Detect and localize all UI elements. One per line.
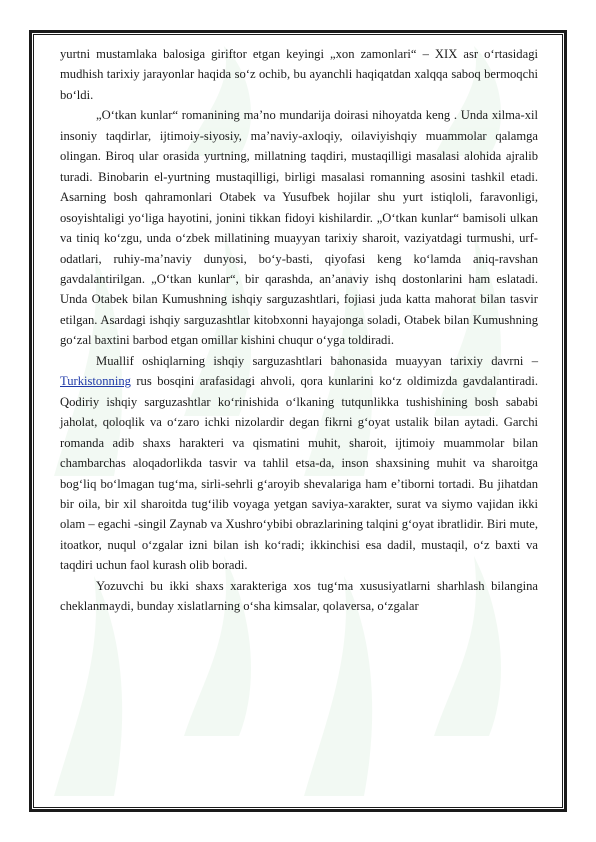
turkiston-link[interactable]: Turkistonning [60,374,131,389]
paragraph-3 [60,351,538,576]
paragraph-1: yurtni mustamlaka balosiga giriftor etgan keyingi „xon zamonlari“ – XIX asr oʻrtasidagi mudhish tarixiy jarayonlar haqida soʻz ochib, bu ayanchli haqiqatdan xalqqa saboq bermoqchi boʻldi. [60,47,538,102]
paragraph-3-text-before: Muallif oshiqlarning ishqiy sarguzashtlari bahonasida muayyan tarixiy davrni – [96,353,538,368]
paragraph-2: „Oʻtkan kunlar“ romanining maʼno mundarija doirasi nihoyatda keng . Unda xilma-xil insoniy taqdirlar, ijtimoiy-siyosiy, maʼnaviy-axloqiy, oilaviyishqiy muammolar qalamga olingan. Biroq ular orasida yurtning, millatning taqdiri, mustaqilligi masalasi alohida ajralib turadi. Binobarin el-yurtning mustaqilligi, birligi masalasi romanning asosini tashkil etadi. Asarning bosh qahramonlari Otabek va Yusufbek hojilar shu yurt istiqloli, faravonligi, osoyishtaligi yoʻliga hayotini, jonini tikkan fidoyi kishilardir. „Oʻtkan kunlar“ bamisoli ulkan va tiniq koʻzgu, unda oʻzbek millatining muayyan tarixiy sharoit, vaziyatdagi turmushi, urf-odatlari, ruhiy-maʼnaviy dunyosi, boʻy-basti, qiyofasi keng koʻlamda aniq-ravshan gavdalantirilgan. „Oʻtkan kunlar“, bir qarashda, anʼanaviy ishq dostonlarini ham eslatadi. Unda Otabek bilan Kumushning ishqiy sarguzashtlari, fojiasi juda katta mahorat bilan tasvir etilgan. Asardagi ishqiy sarguzashtlar kitobxonni hayajonga soladi, Otabek bilan Kumushning goʻzal baxtini barbod etgan omillar kishini chuqur oʻyga toldiradi. [60,108,538,348]
paragraph-4: Yozuvchi bu ikki shaxs xarakteriga xos tugʻma xususiyatlarni sharhlash bilangina cheklanmaydi, bunday xislatlarning oʻsha kimsalar, qolaversa, oʻzgalar [60,578,538,614]
paragraph-3-text-after: rus bosqini arafasidagi ahvoli, qora kunlarini koʻz oldimizda gavdalantiradi. Qodiriy ishqiy sarguzashtlar koʻrinishida oʻlkaning tutqunlikka tushishining bosh sababi jaholat, qoloqlik va oʻzaro ichki nizolardir degan fikrni gʻoyat ustalik bilan aytadi. Garchi romanda adib shaxs harakteri va qismatini muhit, sharoit, ijtimoiy muammolar bilan chambarchas aloqadorlikda tasvir va tahlil etsa-da, inson shaxsining muhit va sharoitga bogʻliq boʻlmagan tugʻma, sirli-sehrli gʻaroyib shevalariga ham eʼtiborni tortadi. Bu jihatdan bir oila, bir xil sharoitda tugʻilib voyaga yetgan saviya-xarakter, surat va siymo vajidan ikki olam – egachi -singil Zaynab va Xushroʻybibi obrazlarining talqini gʻoyat ibratlidir. Biri mute, itoatkor, nuqul oʻzgalar izni bilan ish koʻradi; ikkinchisi esa dadil, mustaqil, oʻz baxti va taqdiri uchun faol kurash olib boradi. [60,374,538,573]
document-body [60,44,538,617]
